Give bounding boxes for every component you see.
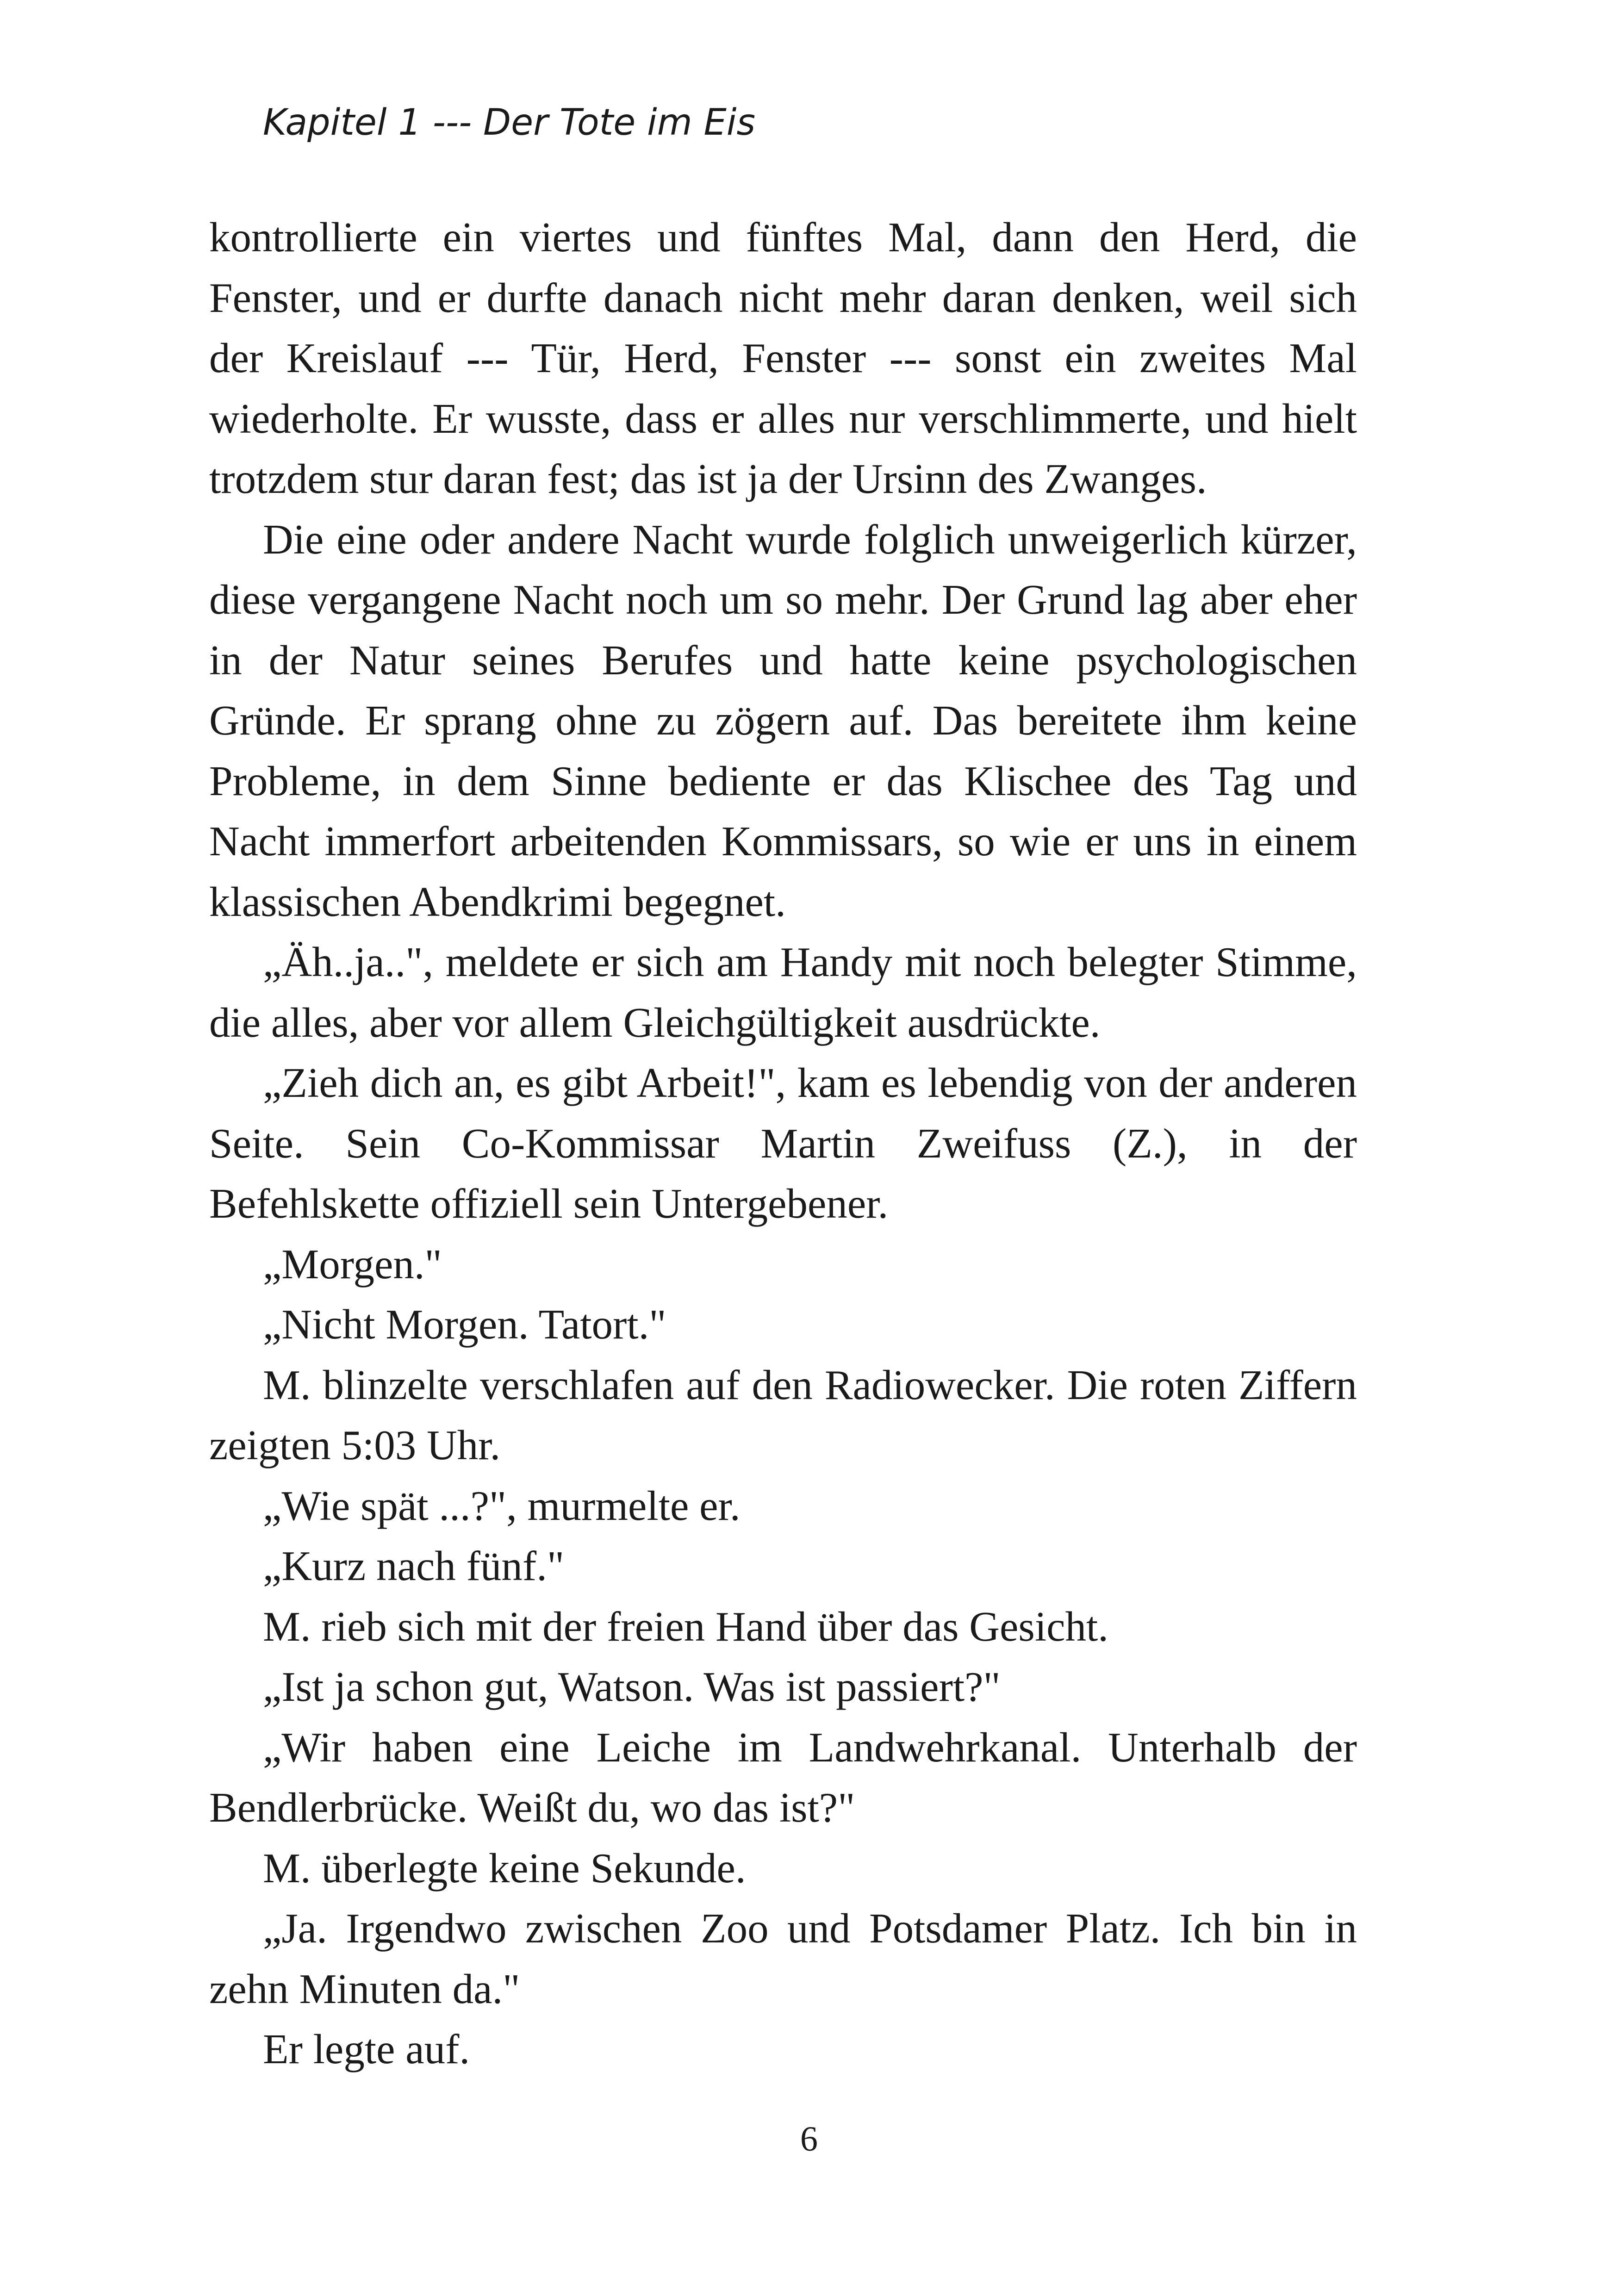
paragraph-12: „Wir haben eine Leiche im Landwehrkanal. Unterhalb der Bendlerbrücke. Weißt du, wo das ist?" [209, 1724, 1357, 1831]
body-text [209, 207, 1357, 2080]
paragraph-3: „Äh..ja..", meldete er sich am Handy mit noch belegter Stimme, die alles, aber vor allem Gleichgültigkeit ausdrückte. [209, 939, 1357, 1046]
page-number: 6 [800, 2120, 818, 2159]
chapter-title: Kapitel 1 --- Der Tote im Eis [263, 102, 756, 143]
paragraph-9: „Kurz nach fünf." [263, 1543, 565, 1589]
paragraph-2: Die eine oder andere Nacht wurde folglich unweigerlich kürzer, diese vergangene Nacht noch um so mehr. Der Grund lag aber eher in der Natur seines Berufes und hatte keine psychologischen Gründe. Er sprang ohne zu zögern auf. Das bereitete ihm keine Probleme, in dem Sinne bediente er das Klischee des Tag und Nacht immerfort arbeitenden Kommissars, so wie er uns in einem klassischen Abendkrimi begegnet. [209, 516, 1357, 925]
paragraph-4: „Zieh dich an, es gibt Arbeit!", kam es lebendig von der anderen Seite. Sein Co-Kommissar Martin Zweifuss (Z.), in der Befehlskette offiziell sein Untergebener. [209, 1059, 1357, 1227]
paragraph-10: M. rieb sich mit der freien Hand über das Gesicht. [263, 1603, 1109, 1650]
paragraph-7: M. blinzelte verschlafen auf den Radiowecker. Die roten Ziffern zeigten 5:03 Uhr. [209, 1361, 1357, 1468]
paragraph-6: „Nicht Morgen. Tatort." [263, 1301, 666, 1348]
paragraph-11: „Ist ja schon gut, Watson. Was ist passiert?" [263, 1663, 1001, 1710]
paragraph-13: M. überlegte keine Sekunde. [263, 1844, 746, 1892]
paragraph-5: „Morgen." [263, 1240, 442, 1288]
paragraph-8: „Wie spät ...?", murmelte er. [263, 1482, 741, 1529]
paragraph-14: „Ja. Irgendwo zwischen Zoo und Potsdamer Platz. Ich bin in zehn Minuten da." [209, 1905, 1357, 2012]
paragraph-15: Er legte auf. [263, 2026, 470, 2072]
paragraph-1: kontrollierte ein viertes und fünftes Mal, dann den Herd, die Fenster, und er durfte danach nicht mehr daran denken, weil sich der Kreislauf --- Tür, Herd, Fenster --- sonst ein zweites Mal wiederholte. Er wusste, dass er alles nur verschlimmerte, und hielt trotzdem stur daran fest; das ist ja der Ursinn des Zwanges. [209, 214, 1357, 502]
